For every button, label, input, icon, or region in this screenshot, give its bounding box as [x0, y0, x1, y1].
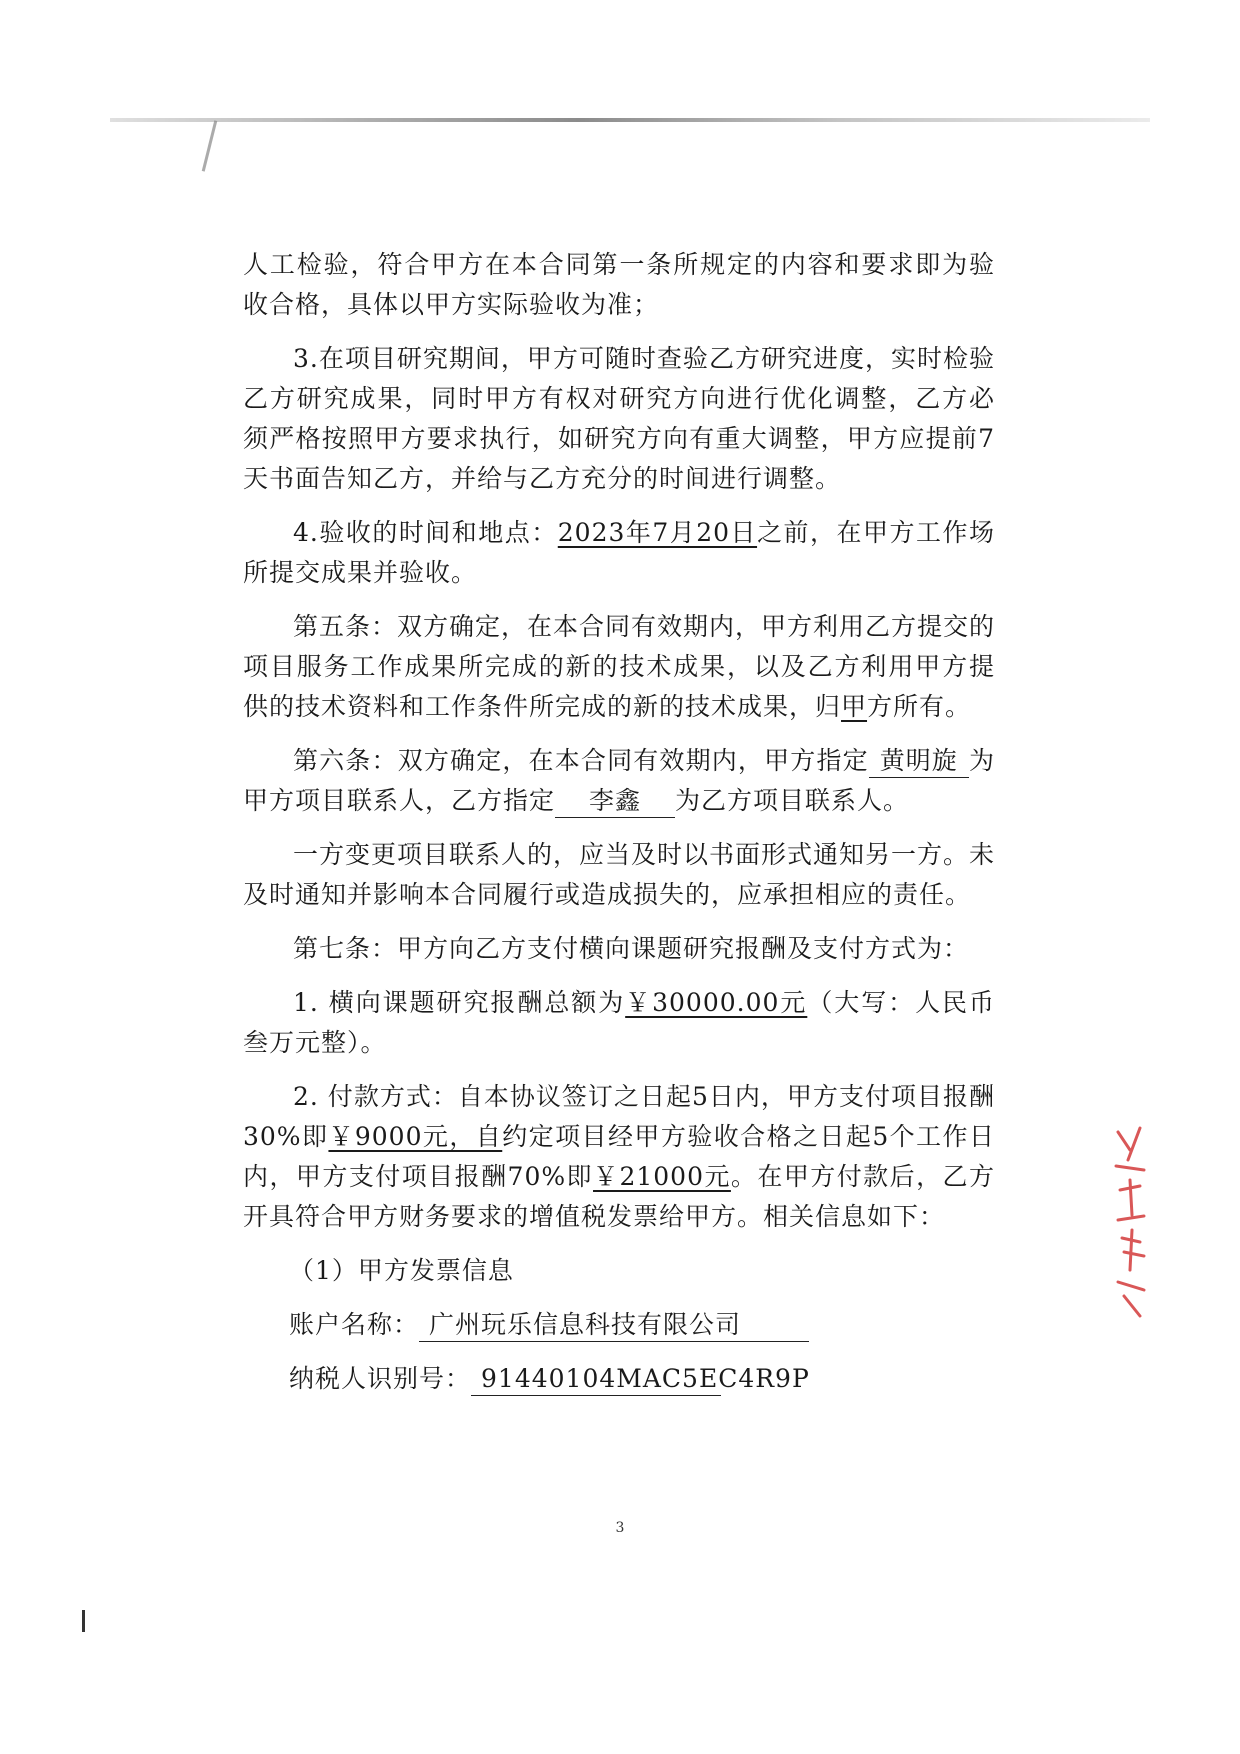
- tax-id-value: 91440104MAC5EC4R9P: [471, 1363, 721, 1396]
- acceptance-label: 4.验收的时间和地点：: [293, 518, 558, 547]
- tax-id-label: 纳税人识别号：: [289, 1364, 472, 1393]
- payment-terms-c: 。在甲方付款后，乙方开具符合甲方财务要求的增值税发票给甲方。相关信息如下：: [243, 1162, 995, 1231]
- clause4-item3-text: 3.在项目研究期间，甲方可随时查验乙方研究进度，实时检验乙方研究成果，同时甲方有权对研究方向进行优化调整，乙方必须严格按照甲方要求执行，如研究方向有重大调整，甲方应提前7天书面告知乙方，并给与乙方充分的时间进行调整。: [243, 344, 995, 493]
- clause5-text: 第五条：双方确定，在本合同有效期内，甲方利用乙方提交的项目服务工作成果所完成的新的技术成果，以及乙方利用甲方提供的技术资料和工作条件所完成的新的技术成果，归: [243, 612, 996, 721]
- second-payment-amount: ￥21000元: [593, 1162, 731, 1191]
- clause4-continued-text: 人工检验，符合甲方在本合同第一条所规定的内容和要求即为验收合格，具体以甲方实际验收为准；: [243, 250, 995, 319]
- seal-stroke-1: [1116, 1128, 1144, 1170]
- seal-stroke-2: [1118, 1180, 1144, 1220]
- scan-mark-bottom: [82, 1610, 85, 1632]
- total-fee-words: （大写：人民币叁万元整）。: [243, 988, 995, 1057]
- clause6-mid: 为甲方项目联系人，乙方指定: [243, 746, 995, 815]
- total-fee-label: 1. 横向课题研究报酬总额为: [293, 988, 626, 1017]
- contract-body: [243, 245, 995, 1413]
- clause4-continued-paragraph: [243, 245, 995, 325]
- party-a-contact: 黄明旋: [869, 745, 969, 778]
- total-fee-amount: ￥30000.00元: [625, 988, 808, 1017]
- tax-id-row: [243, 1359, 995, 1399]
- clause5-paragraph: [243, 607, 995, 727]
- seal-stroke-3: [1122, 1230, 1144, 1270]
- clause7-intro: 第七条：甲方向乙方支付横向课题研究报酬及支付方式为：: [293, 934, 970, 963]
- account-name-row: [243, 1305, 995, 1345]
- clause6-end: 为乙方项目联系人。: [675, 786, 910, 815]
- invoice-heading: [243, 1251, 995, 1291]
- acceptance-location-text: 之前，在甲方工作场所提交成果并验收。: [243, 518, 995, 587]
- clause7-item1-paragraph: [243, 983, 995, 1063]
- payment-terms-a: 2. 付款方式：自本协议签订之日起5日内，甲方支付项目报酬30%即: [243, 1082, 995, 1151]
- clause4-item4-paragraph: [243, 513, 995, 593]
- red-seal-fragment: [1110, 1120, 1154, 1320]
- seal-stroke-4: [1118, 1282, 1144, 1316]
- clause7-item2-paragraph: [243, 1077, 995, 1237]
- ownership-party: 甲: [841, 692, 868, 721]
- clause7-intro-paragraph: [243, 929, 995, 969]
- scan-top-edge: [110, 118, 1150, 122]
- clause6-text: 第六条：双方确定，在本合同有效期内，甲方指定: [293, 746, 869, 775]
- account-name-label: 账户名称：: [289, 1310, 420, 1339]
- clause5-end: 方所有。: [867, 692, 972, 721]
- clause4-item3-paragraph: [243, 339, 995, 499]
- contact-change-text: 一方变更项目联系人的，应当及时以书面形式通知另一方。未及时通知并影响本合同履行或造成损失的，应承担相应的责任。: [243, 840, 996, 909]
- payment-terms-b: 约定项目经甲方验收合格之日起5个工作日内，甲方支付项目报酬70%即: [243, 1122, 995, 1191]
- scan-mark: [202, 120, 217, 171]
- acceptance-date: 2023年7月20日: [557, 518, 758, 547]
- contact-change-paragraph: [243, 835, 995, 915]
- seal-strokes: [1116, 1128, 1144, 1316]
- clause6-paragraph: [243, 741, 995, 821]
- invoice-heading-text: （1）甲方发票信息: [289, 1256, 514, 1285]
- page-number: 3: [615, 1520, 625, 1536]
- account-name-value: 广州玩乐信息科技有限公司: [419, 1309, 809, 1342]
- first-payment-amount: ￥9000元，自: [328, 1122, 503, 1151]
- party-b-contact: 李鑫: [555, 785, 675, 818]
